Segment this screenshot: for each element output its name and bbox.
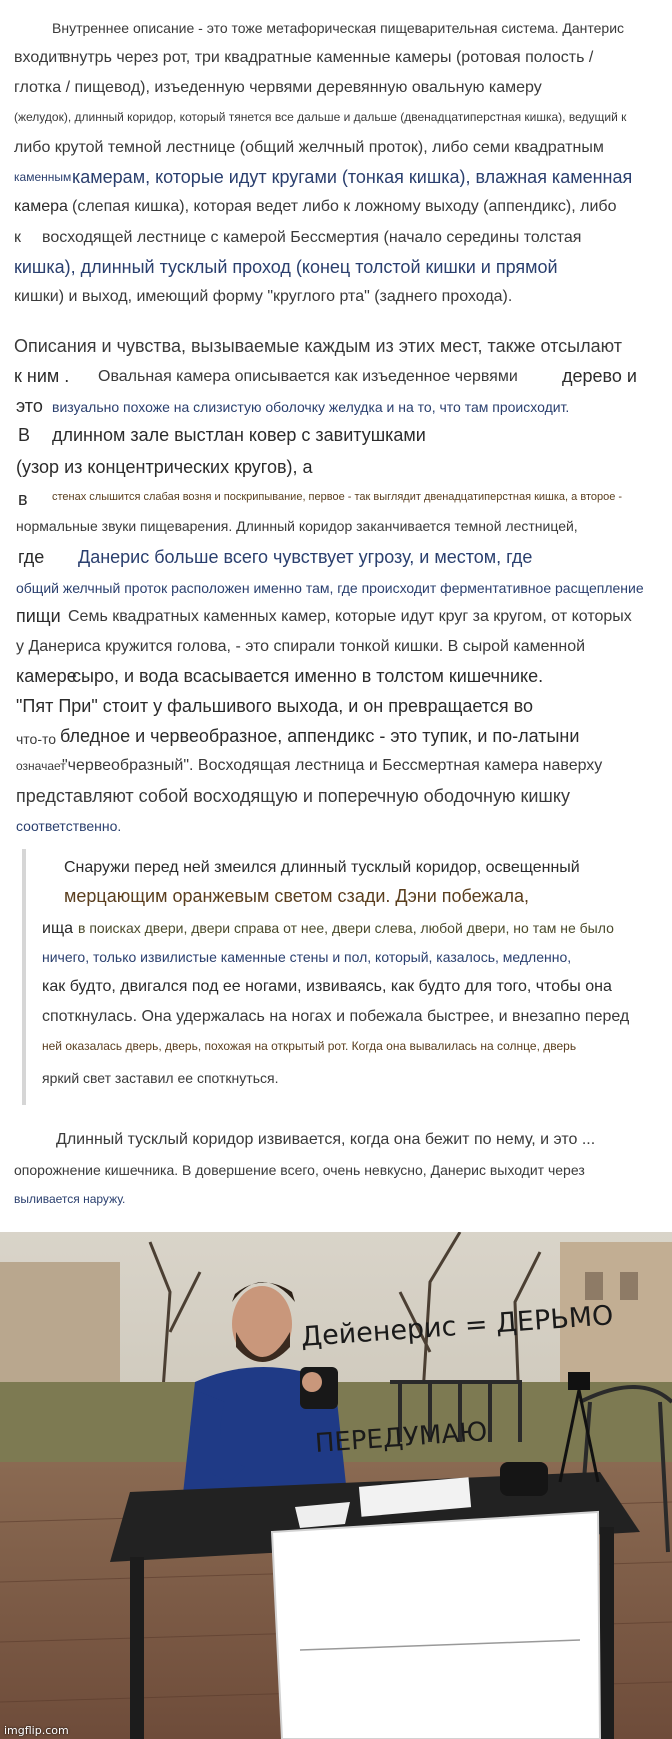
text-line: Снаружи перед ней змеился длинный тусклый коридор, освещенный [64,859,580,876]
sign-text-top: Дейенерис = ДЕРЬМО [300,1300,615,1353]
text-line: ища [42,920,73,937]
meme-image [0,1232,672,1739]
text-line: дерево и [562,366,637,386]
text-line: споткнулась. Она удержалась на ногах и побежала быстрее, и внезапно перед [42,1008,630,1025]
text-line: камера [14,198,68,215]
text-line: длинном зале выстлан ковер с завитушками [52,425,426,445]
text-line: Внутреннее описание - это тоже метафорическая пищеварительная система. Дантерис [52,20,625,36]
text-line: внутрь через рот, три квадратные каменные камеры (ротовая полость / [62,49,594,66]
text-line: либо крутой темной лестнице (общий желчный проток), либо семи квадратным [14,139,604,156]
text-line: Овальная камера описывается как изъеденное червями [98,368,518,385]
text-line: (слепая кишка), которая ведет либо к ложному выходу (аппендикс), либо [72,198,617,215]
text-line: восходящей лестнице с камерой Бессмертия (начало середины толстая [42,229,582,246]
text-line: как будто, двигался под ее ногами, извиваясь, как будто для того, чтобы она [42,978,612,995]
text-line: к ним . [14,366,70,386]
text-line: "Пят При" стоит у фальшивого выхода, и он превращается во [16,696,533,716]
text-line: Данерис больше всего чувствует угрозу, и местом, где [78,547,533,567]
text-line: в [18,489,28,509]
text-line: "червеобразный". Восходящая лестница и Бессмертная камера наверху [62,757,603,774]
text-line: опорожнение кишечника. В довершение всего, очень невкусно, Данерис выходит через [14,1162,585,1178]
text-line: яркий свет заставил ее споткнуться. [42,1070,279,1086]
text-line: выливается наружу. [14,1192,126,1206]
text-line: в поисках двери, двери справа от нее, двери слева, любой двери, но там не было [78,920,614,936]
text-line: сыро, и вода всасывается именно в толстом кишечнике. [72,666,544,686]
sign-text-bottom: ПЕРЕДУМАЮ [314,1416,489,1459]
text-line: что-то [16,731,57,747]
text-line: ничего, только извилистые каменные стены и пол, который, казалось, медленно, [42,949,572,965]
text-line: к [14,229,21,246]
text-line: где [18,547,45,567]
text-line: означает [16,759,66,773]
blockquote-bar [22,849,26,1105]
text-line: В [18,425,31,445]
text-line: соответственно. [16,818,122,834]
text-line: (желудок), длинный коридор, который тянется все дальше и дальше (двенадцатиперстная кишка), ведущий к [14,110,627,124]
text-line: (узор из концентрических кругов), а [16,457,313,477]
text-line: входит [14,49,65,66]
text-line: визуально похоже на слизистую оболочку желудка и на то, что там происходит. [52,399,570,415]
text-line: Описания и чувства, вызываемые каждым из этих мест, также отсылают [14,336,622,356]
text-line: нормальные звуки пищеварения. Длинный коридор заканчивается темной лестницей, [16,518,578,534]
text-line: ней оказалась дверь, дверь, похожая на открытый рот. Когда она вывалилась на солнце, дверь [42,1039,577,1053]
watermark: imgflip.com [4,1724,69,1737]
text-line: камере [16,666,77,686]
text-line: мерцающим оранжевым светом сзади. Дэни побежала, [64,886,529,906]
text-line: глотка / пищевод), изъеденную червями деревянную овальную камеру [14,79,542,96]
text-line: стенах слышится слабая возня и поскрипывание, первое - так выглядит двенадцатиперстная кишка, а второе - [52,491,623,503]
text-line: у Данериса кружится голова, - это спирали тонкой кишки. В сырой каменной [16,638,586,655]
text-line: кишка), длинный тусклый проход (конец толстой кишки и прямой [14,257,558,277]
text-line: каменным [14,170,72,184]
text-line: общий желчный проток расположен именно там, где происходит ферментативное расщепление [16,580,644,596]
text-line: это [16,396,43,416]
text-line: бледное и червеобразное, аппендикс - это тупик, и по-латыни [60,726,580,746]
text-line: Семь квадратных каменных камер, которые идут круг за кругом, от которых [68,608,632,625]
text-line: пищи [16,606,61,626]
text-line: кишки) и выход, имеющий форму "круглого рта" (заднего прохода). [14,288,513,305]
text-line: камерам, которые идут кругами (тонкая кишка), влажная каменная [72,167,633,187]
text-line: Длинный тусклый коридор извивается, когда она бежит по нему, и это ... [56,1131,596,1148]
text-line: представляют собой восходящую и поперечную ободочную кишку [16,786,570,806]
